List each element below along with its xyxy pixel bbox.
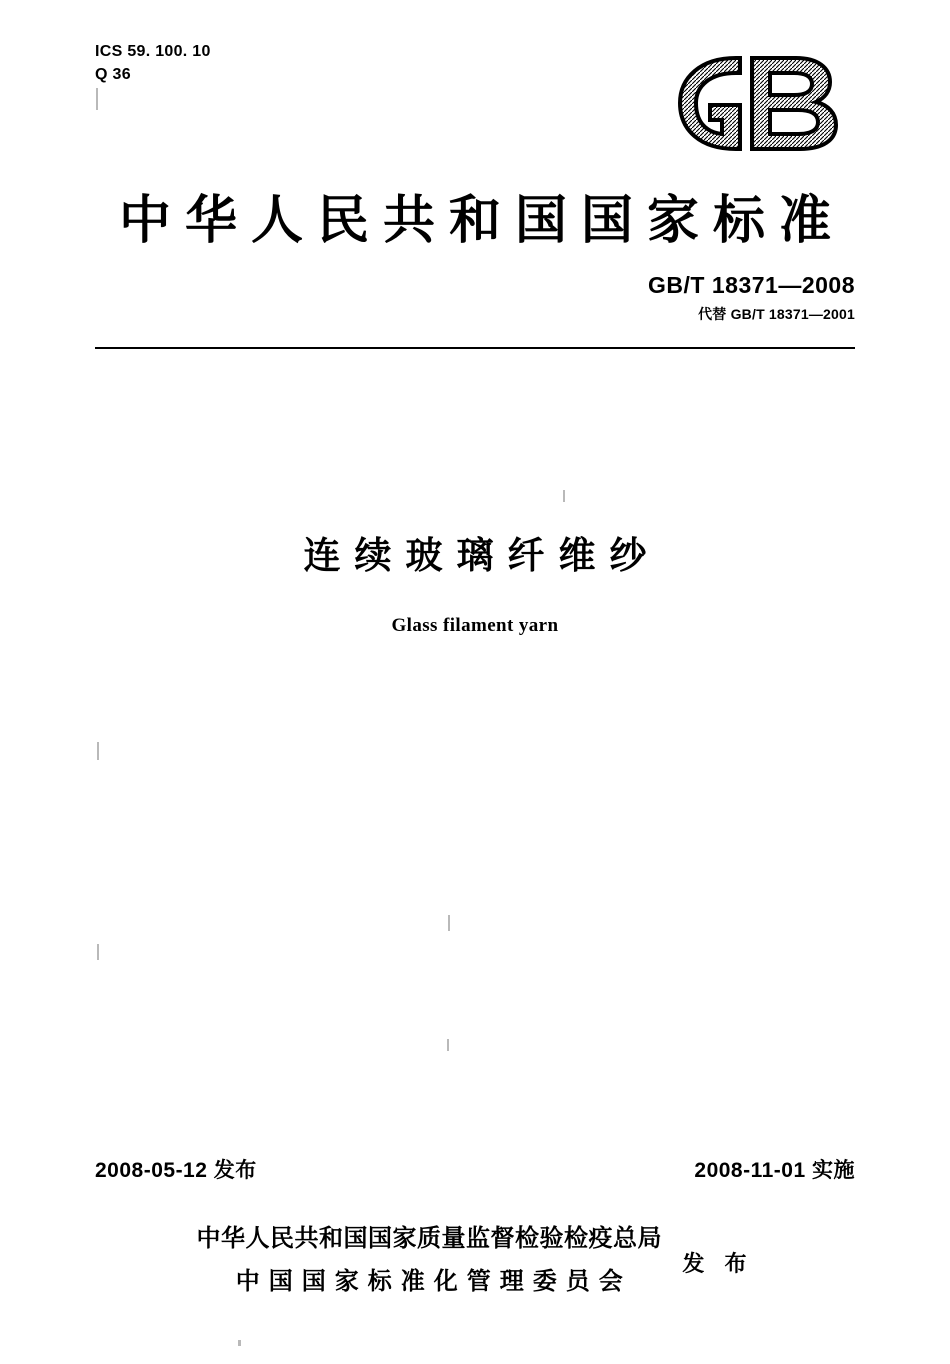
publisher-names: [196, 1218, 662, 1296]
document-title-chinese: 连续玻璃纤维纱: [303, 535, 661, 576]
registration-mark: [447, 1039, 449, 1051]
registration-mark: [448, 915, 450, 931]
publisher-line-1: 中华人民共和国国家质量监督检验检疫总局: [196, 1225, 662, 1252]
national-standard-title: 中华人民共和国国家标准: [118, 192, 845, 250]
publish-label: 发 布: [682, 1250, 754, 1276]
effective-date: 2008-11-01 实施: [694, 1159, 855, 1182]
registration-mark: [96, 88, 98, 110]
issue-date: 2008-05-12 发布: [95, 1159, 257, 1182]
publisher-block: [0, 1218, 950, 1296]
registration-mark: [563, 490, 565, 502]
replaces-standard: 代替 GB/T 18371—2001: [698, 306, 855, 322]
standard-number-block: [648, 272, 855, 324]
standard-number: GB/T 18371—2008: [648, 272, 855, 298]
registration-mark: [97, 944, 99, 960]
registration-mark: [97, 742, 99, 760]
gb-emblem-icon: [640, 48, 855, 158]
china-class-code: Q 36: [95, 66, 131, 84]
classification-codes: [95, 40, 211, 86]
registration-mark: [238, 1340, 241, 1346]
ics-code: ICS 59. 100. 10: [95, 43, 211, 60]
document-title-english: Glass filament yarn: [391, 615, 559, 636]
publisher-line-2: 中国国家标准化管理委员会: [235, 1268, 632, 1295]
header-divider: [95, 347, 855, 349]
